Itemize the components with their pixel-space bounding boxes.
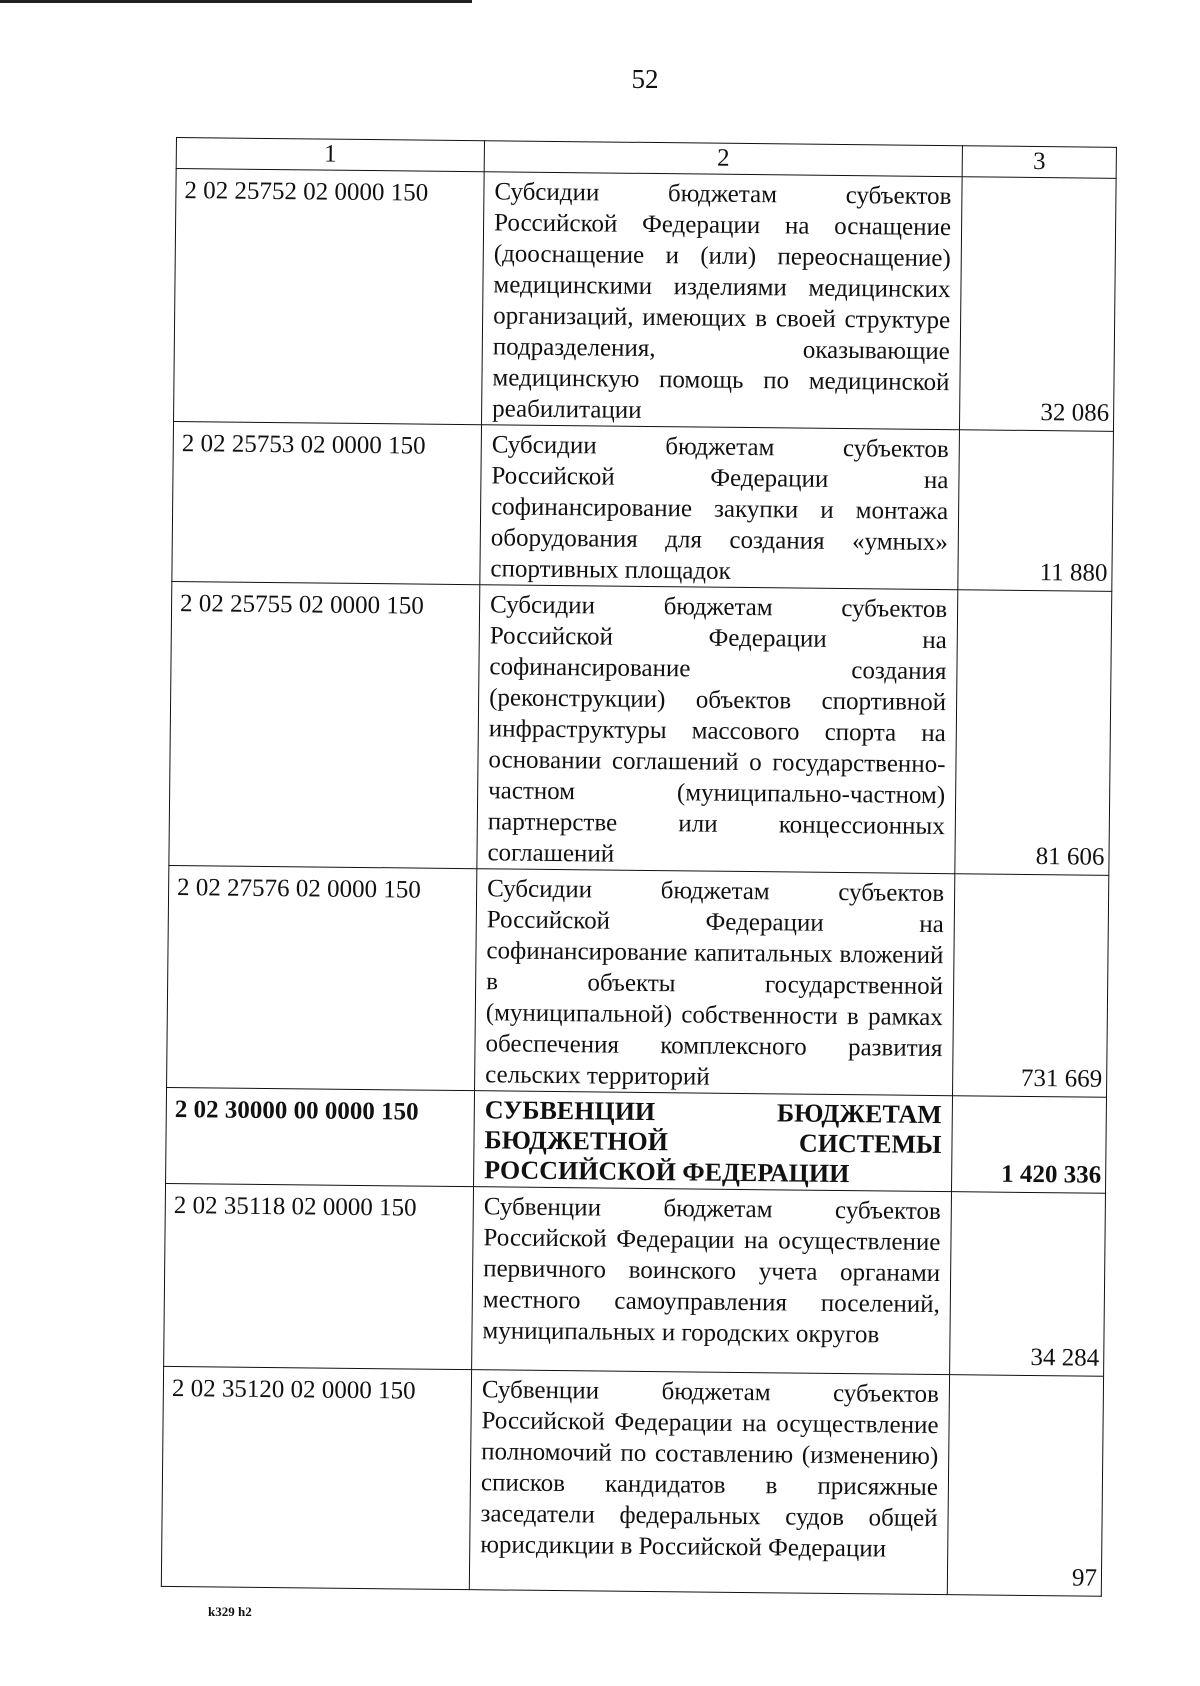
top-edge-line [0,0,472,3]
budget-table [161,137,1117,1597]
row-amount: 11 880 [958,430,1114,592]
row-code: 2 02 27576 02 0000 150 [167,865,477,1090]
row-code: 2 02 25753 02 0000 150 [172,421,482,584]
row-code: 2 02 35118 02 0000 150 [164,1183,474,1369]
row-name: СУБВЕНЦИИ БЮДЖЕТАМ БЮДЖЕТНОЙ СИСТЕМЫ РОССИЙСКОЙ ФЕДЕРАЦИИ [474,1091,953,1192]
header-col-3: 3 [962,146,1116,179]
table-row [169,581,1112,875]
document-footer-code: k329 h2 [208,1604,252,1619]
row-amount: 34 284 [950,1192,1106,1377]
row-amount: 32 086 [959,177,1116,432]
row-name: Субсидии бюджетам субъектов Российской Федерации на софинансирование закупки и монтажа оборудования для создания «умных» спортивных площадок [480,425,960,590]
row-code: 2 02 25755 02 0000 150 [169,581,480,868]
row-code: 2 02 35120 02 0000 150 [161,1366,471,1589]
row-name: Субсидии бюджетам субъектов Российской Федерации на софинансирование капитальных вложений в объекты государственной (муниципальной) собственности в рамках обеспечения комплексного развития сельских территорий [475,869,955,1096]
table-row [164,1183,1106,1376]
row-name: Субвенции бюджетам субъектов Российской Федерации на осуществление первичного воинского учета органами местного самоуправления поселений, муниципальных и городских округов [472,1187,952,1375]
table-row-total [166,1087,1107,1193]
row-amount: 731 669 [953,874,1109,1098]
table-row [161,1366,1103,1596]
table-row [174,169,1117,432]
header-col-2: 2 [484,141,962,177]
row-name: Субсидии бюджетам субъектов Российской Федерации на софинансирование создания (реконструкции) объектов спортивной инфраструктуры массового спорта на основании соглашений о государственно-частном (муниципально-частном) партнерстве или концессионных соглашений [477,585,958,874]
row-amount: 97 [947,1375,1103,1597]
header-col-1: 1 [176,138,484,172]
row-amount: 1 420 336 [951,1096,1106,1194]
row-code: 2 02 25752 02 0000 150 [174,169,485,425]
row-name: Субсидии бюджетам субъектов Российской Федерации на оснащение (дооснащение и (или) переоснащение) медицинскими изделиями медицинских организаций, имеющих в своей структуре подразделения, оказывающие медицинскую помощь по медицинской реабилитации [482,172,963,430]
table-row [172,421,1114,591]
page-number: 52 [631,64,659,94]
row-code: 2 02 30000 00 0000 150 [166,1087,475,1186]
row-amount: 81 606 [955,590,1112,876]
table-row [167,865,1109,1097]
row-name: Субвенции бюджетам субъектов Российской Федерации на осуществление полномочий по составлению (изменению) списков кандидатов в присяжные заседатели федеральных судов общей юрисдикции в Российской Федерации [469,1370,949,1595]
